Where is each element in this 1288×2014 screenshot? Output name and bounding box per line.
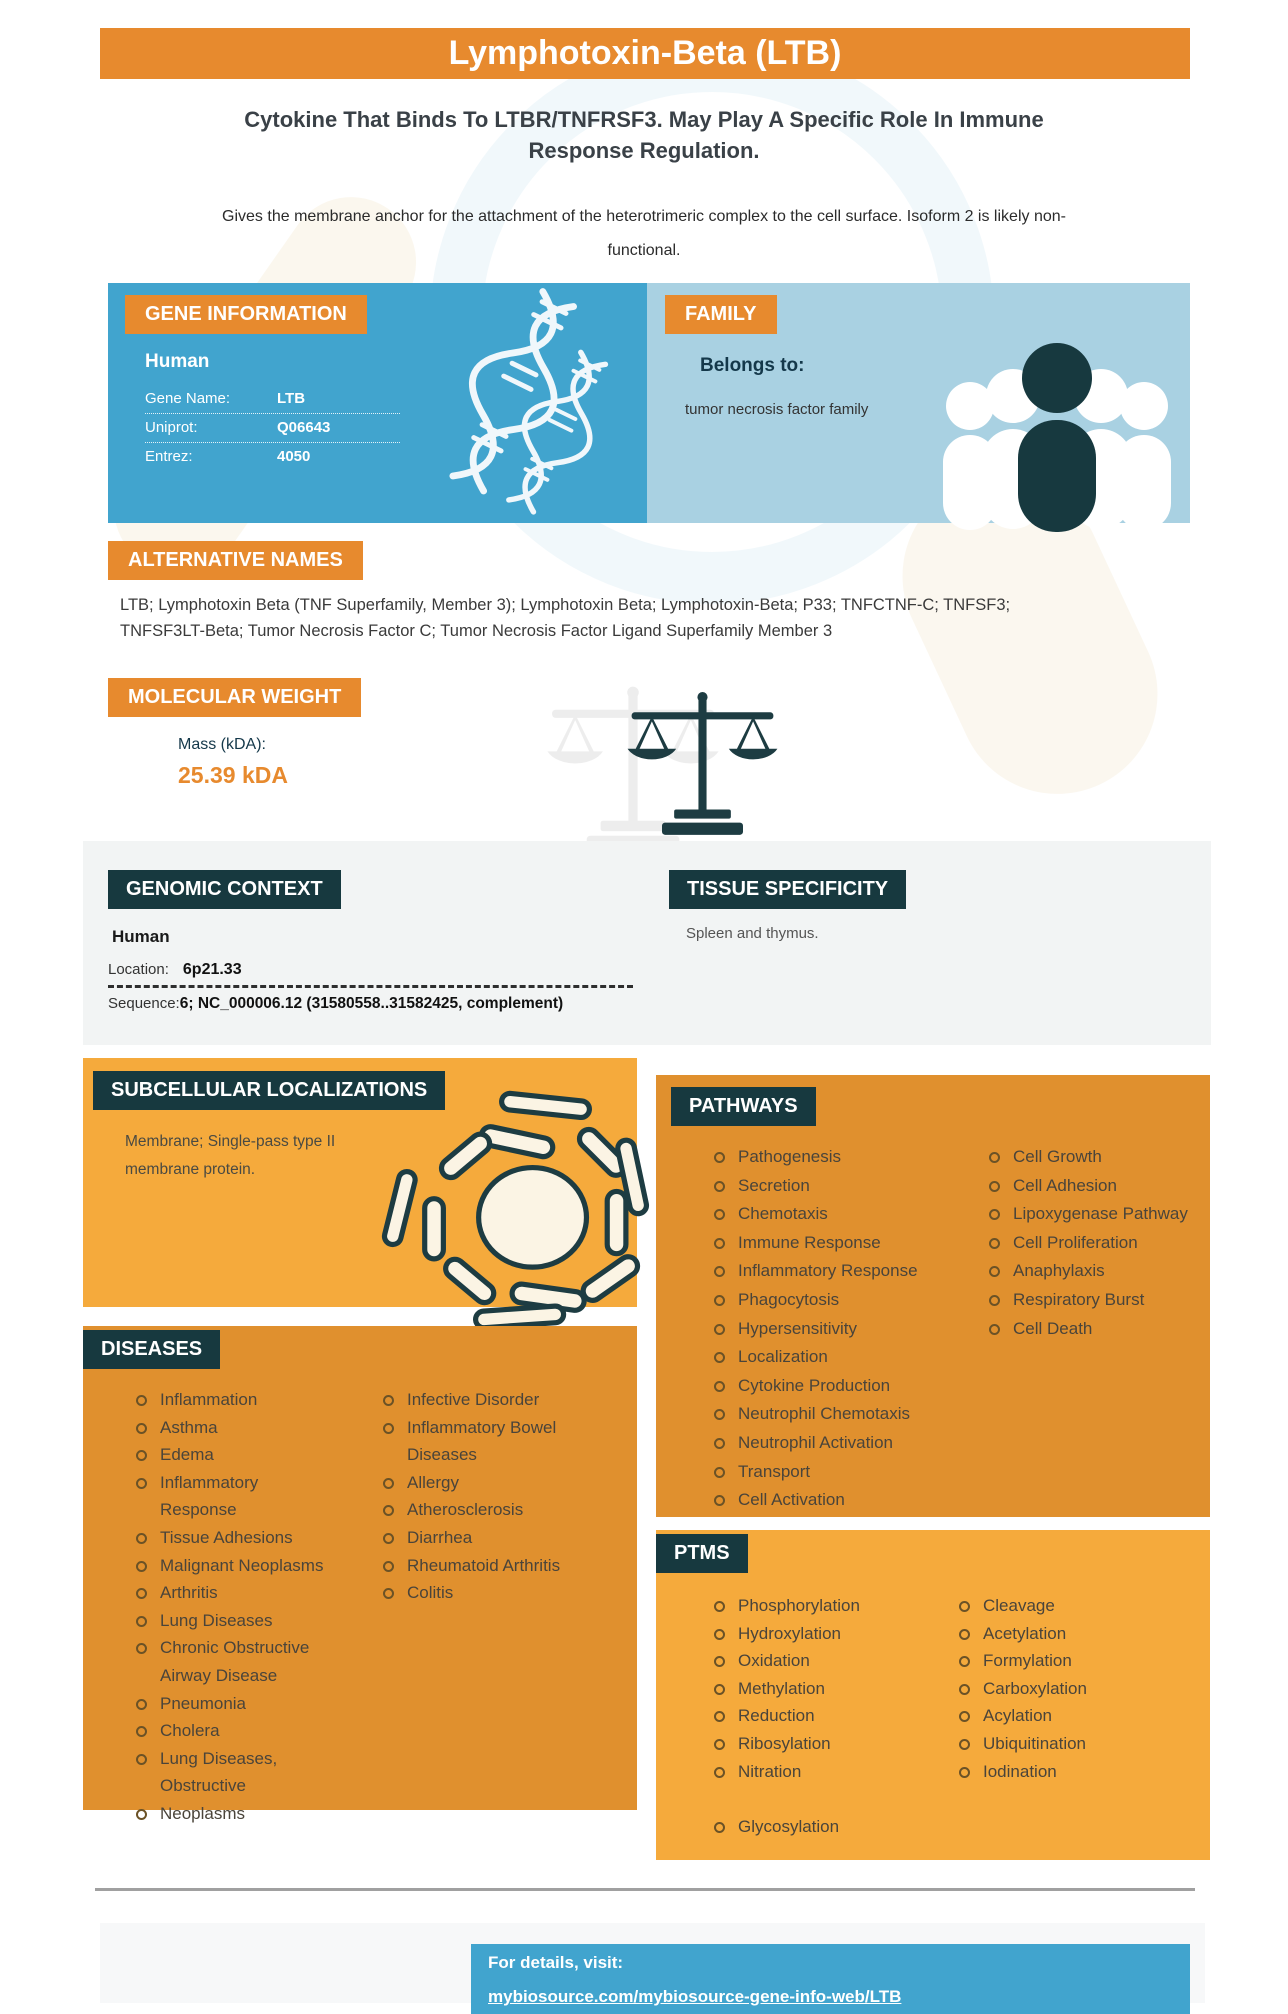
list-item: Atherosclerosis	[380, 1496, 565, 1524]
list-item: Secretion	[711, 1172, 976, 1201]
list-item: Chronic Obstructive Airway Disease	[133, 1634, 328, 1689]
list-item: Rheumatoid Arthritis	[380, 1552, 565, 1580]
list-item: Tissue Adhesions	[133, 1524, 328, 1552]
list-item: Edema	[133, 1441, 328, 1469]
pathways-list-column1	[711, 1143, 976, 1515]
uniprot-label: Uniprot:	[145, 419, 198, 436]
location-label: Location:	[108, 961, 169, 978]
subcellular-localizations-panel	[83, 1058, 637, 1307]
list-item: Neutrophil Chemotaxis	[711, 1400, 976, 1429]
list-item: Formylation	[956, 1647, 1176, 1675]
page-title: Lymphotoxin-Beta (LTB)	[100, 28, 1190, 79]
list-item: Ubiquitination	[956, 1730, 1176, 1758]
ptms-list-column1	[711, 1592, 941, 1785]
footer-divider	[95, 1888, 1195, 1891]
list-item: Lung Diseases	[133, 1607, 328, 1635]
list-item: Inflammatory Bowel Diseases	[380, 1414, 565, 1469]
list-item: Cholera	[133, 1717, 328, 1745]
gene-information-heading: GENE INFORMATION	[125, 295, 367, 334]
table-row	[145, 385, 400, 414]
list-item: Hypersensitivity	[711, 1315, 976, 1344]
diseases-panel	[83, 1326, 637, 1823]
diseases-heading: DISEASES	[83, 1330, 220, 1369]
list-item: Phosphorylation	[711, 1592, 941, 1620]
list-item: Lipoxygenase Pathway	[986, 1200, 1206, 1229]
list-item: Pneumonia	[133, 1690, 328, 1718]
sequence-row	[108, 995, 563, 1013]
pathways-panel	[656, 1075, 1210, 1517]
ptms-list-column2	[956, 1592, 1176, 1785]
list-item: Asthma	[133, 1414, 328, 1442]
list-item: Anaphylaxis	[986, 1257, 1206, 1286]
uniprot-value: Q06643	[277, 419, 331, 436]
location-value: 6p21.33	[182, 961, 242, 978]
list-item: Immune Response	[711, 1229, 976, 1258]
people-group-icon	[932, 288, 1182, 533]
list-item: Inflammation	[133, 1386, 328, 1414]
mass-label: Mass (kDA):	[178, 736, 266, 753]
list-item: Infective Disorder	[380, 1386, 565, 1414]
diseases-list-column2	[380, 1386, 565, 1607]
list-item: Pathogenesis	[711, 1143, 976, 1172]
list-item: Diarrhea	[380, 1524, 565, 1552]
subcellular-localizations-heading: SUBCELLULAR LOCALIZATIONS	[93, 1071, 445, 1110]
gene-species-label: Human	[145, 351, 210, 372]
mass-value: 25.39 kDA	[178, 762, 288, 788]
table-row	[145, 414, 400, 443]
list-item: Cleavage	[956, 1592, 1176, 1620]
genomic-section	[83, 841, 1211, 1045]
list-item: Reduction	[711, 1702, 941, 1730]
sequence-value: 6; NC_000006.12 (31580558..31582425, complement)	[179, 995, 564, 1012]
dashed-divider	[108, 985, 633, 988]
list-item: Cell Adhesion	[986, 1172, 1206, 1201]
gene-info-table	[145, 385, 400, 471]
cell-membrane-icon	[377, 1082, 657, 1332]
belongs-to-label: Belongs to:	[700, 355, 805, 376]
family-panel	[647, 283, 1190, 523]
ptms-panel	[656, 1530, 1210, 1860]
list-item: Respiratory Burst	[986, 1286, 1206, 1315]
list-item: Ribosylation	[711, 1730, 941, 1758]
list-item: Inflammatory Response	[133, 1469, 328, 1524]
sequence-label: Sequence:	[108, 995, 180, 1012]
list-item: Oxidation	[711, 1647, 941, 1675]
list-item: Lung Diseases, Obstructive	[133, 1745, 328, 1800]
list-item: Nitration	[711, 1758, 941, 1786]
alternative-names-text: LTB; Lymphotoxin Beta (TNF Superfamily, Member 3); Lymphotoxin Beta; Lymphotoxin-Beta; P33; TNFCTNF-C; TNFSF3; TNFSF3LT-Beta; Tumor Necrosis Factor C; Tumor Necrosis Factor Ligand Superfamily Member 3	[120, 596, 1011, 640]
entrez-value: 4050	[277, 448, 311, 465]
list-item: Allergy	[380, 1469, 565, 1497]
pathways-list-column2	[986, 1143, 1206, 1343]
list-item: Iodination	[956, 1758, 1176, 1786]
table-row	[145, 443, 400, 471]
tissue-specificity-text: Spleen and thymus.	[686, 925, 819, 942]
list-item: Carboxylation	[956, 1675, 1176, 1703]
footer-link[interactable]: mybiosource.com/mybiosource-gene-info-web/LTB	[488, 1987, 902, 2006]
subcellular-localizations-text: Membrane; Single-pass type II membrane protein.	[125, 1133, 336, 1178]
dna-helix-icon	[449, 303, 639, 518]
molecular-weight-heading: MOLECULAR WEIGHT	[108, 678, 361, 717]
list-item: Cell Growth	[986, 1143, 1206, 1172]
gene-name-label: Gene Name:	[145, 390, 231, 407]
list-item: Transport	[711, 1458, 976, 1487]
list-item: Localization	[711, 1343, 976, 1372]
list-item: Acetylation	[956, 1620, 1176, 1648]
pathways-heading: PATHWAYS	[671, 1087, 816, 1126]
list-item: Acylation	[956, 1702, 1176, 1730]
list-item: Hydroxylation	[711, 1620, 941, 1648]
list-item: Glycosylation	[711, 1813, 941, 1841]
footer-details-box	[471, 1944, 1190, 2014]
tissue-specificity-heading: TISSUE SPECIFICITY	[669, 870, 906, 909]
list-item: Chemotaxis	[711, 1200, 976, 1229]
page-subtitle: Cytokine That Binds To LTBR/TNFRSF3. May Play A Specific Role In Immune Response Regulation.	[244, 107, 1044, 163]
location-row	[108, 961, 242, 979]
list-item: Cell Proliferation	[986, 1229, 1206, 1258]
family-value: tumor necrosis factor family	[685, 401, 869, 418]
list-item: Arthritis	[133, 1579, 328, 1607]
genomic-species-label: Human	[112, 927, 170, 946]
list-item: Phagocytosis	[711, 1286, 976, 1315]
list-item: Cell Death	[986, 1315, 1206, 1344]
list-item: Colitis	[380, 1579, 565, 1607]
alternative-names-heading: ALTERNATIVE NAMES	[108, 541, 363, 580]
footer-visit-label: For details, visit:	[488, 1953, 624, 1972]
family-heading: FAMILY	[665, 295, 777, 334]
gene-name-value: LTB	[277, 390, 306, 407]
diseases-list-column1	[133, 1386, 328, 1828]
list-item: Malignant Neoplasms	[133, 1552, 328, 1580]
genomic-context-heading: GENOMIC CONTEXT	[108, 870, 341, 909]
balance-scale-icon	[610, 688, 795, 850]
ptms-heading: PTMS	[656, 1534, 748, 1573]
list-item: Cytokine Production	[711, 1372, 976, 1401]
list-item: Inflammatory Response	[711, 1257, 976, 1286]
ptms-list-column1-extra	[711, 1813, 941, 1841]
footer-bar	[100, 1923, 1205, 2006]
gene-information-panel	[108, 283, 647, 523]
list-item: Neutrophil Activation	[711, 1429, 976, 1458]
list-item: Neoplasms	[133, 1800, 328, 1828]
list-item: Methylation	[711, 1675, 941, 1703]
entrez-label: Entrez:	[145, 448, 193, 465]
list-item: Cell Activation	[711, 1486, 976, 1515]
page-description: Gives the membrane anchor for the attachment of the heterotrimeric complex to the cell surface. Isoform 2 is likely non-functional.	[222, 208, 1066, 259]
